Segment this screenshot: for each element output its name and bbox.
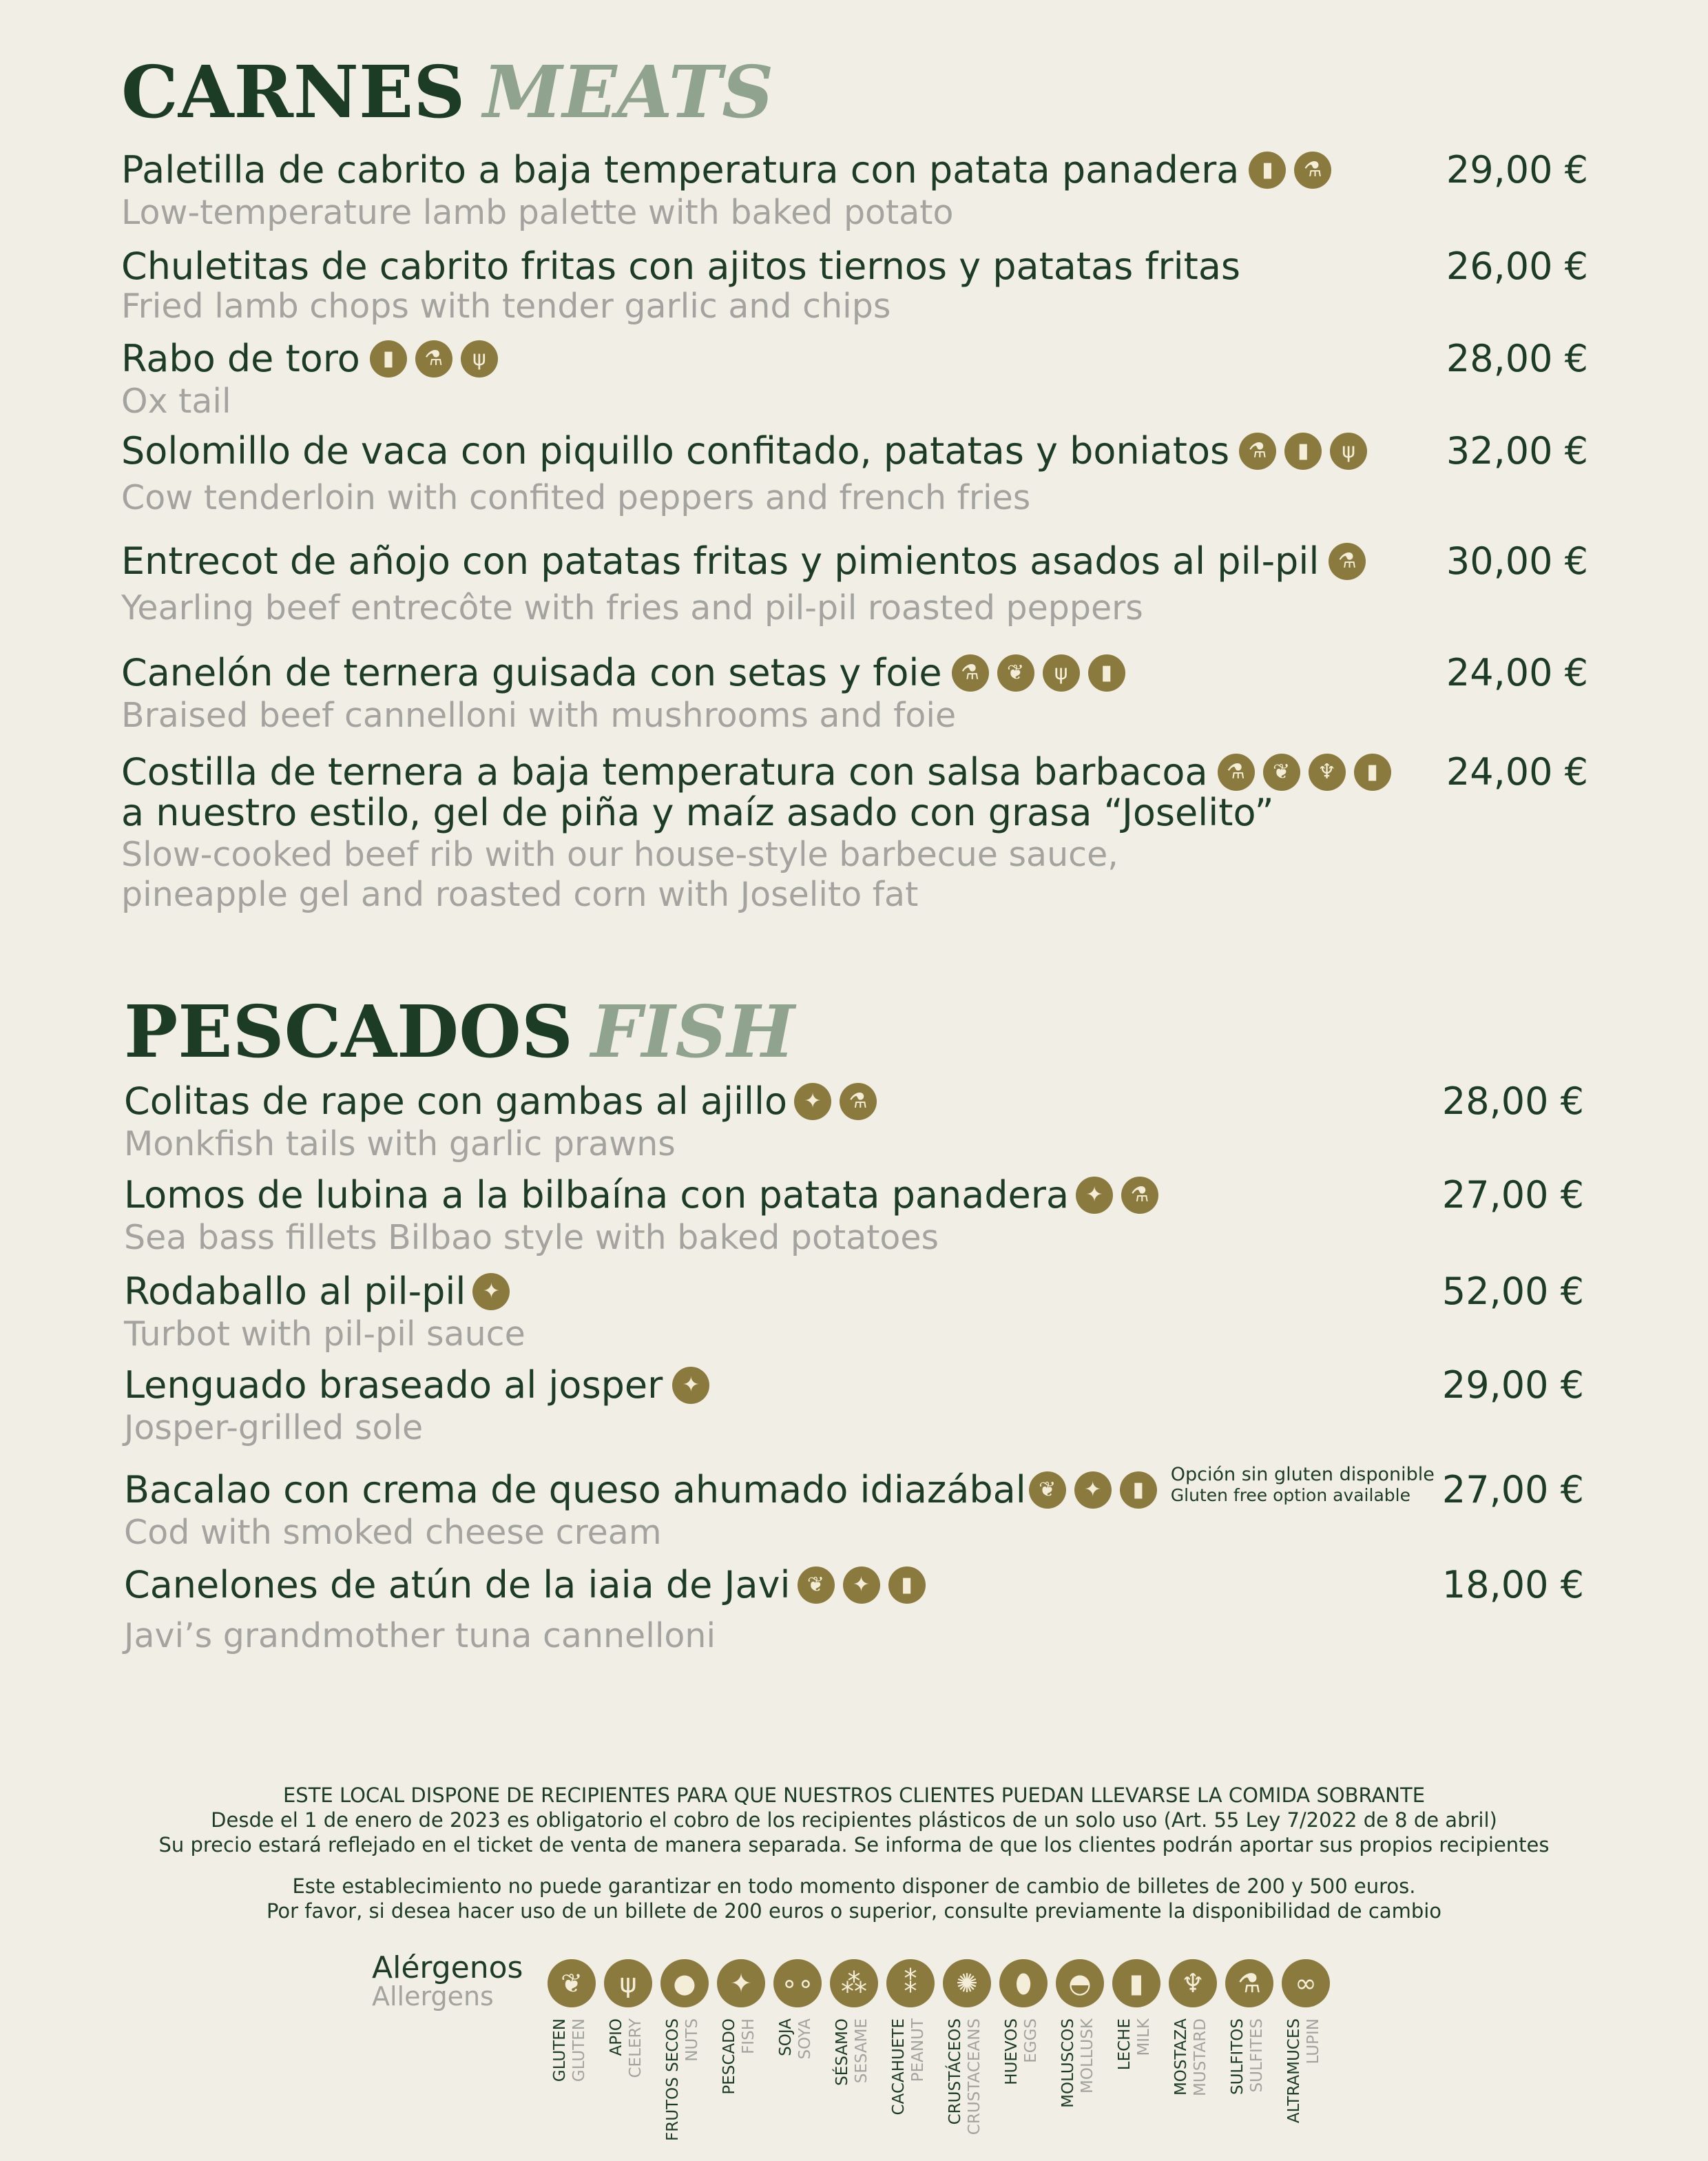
sulfites-icon: ⚗ <box>1239 433 1276 470</box>
lupin-icon: ∞ <box>1282 1959 1330 2007</box>
dish-price: 24,00 € <box>1446 750 1588 794</box>
dish-name: Entrecot de añojo con patatas fritas y pimientos asados al pil-pil <box>121 539 1320 583</box>
dish-name: Canelón de ternera guisada con setas y foie <box>121 651 942 694</box>
gluten-icon: ❦ <box>1029 1471 1066 1509</box>
celery-icon: ψ <box>461 340 498 378</box>
dish-name: Colitas de rape con gambas al ajillo <box>124 1079 788 1123</box>
sulfites-icon: ⚗ <box>1121 1177 1158 1214</box>
dish-name: Bacalao con crema de queso ahumado idiazábal <box>124 1468 1026 1511</box>
dish-name: Paletilla de cabrito a baja temperatura con patata panadera <box>121 148 1240 192</box>
crustaceans-icon: ✺ <box>943 1959 991 2007</box>
menu-item <box>124 1272 1584 1354</box>
menu-item <box>124 1565 1584 1656</box>
dish-price: 27,00 € <box>1441 1468 1584 1511</box>
celery-icon: ψ <box>1330 433 1367 470</box>
dish-price: 28,00 € <box>1441 1079 1584 1123</box>
dish-description: Low-temperature lamb palette with baked potato <box>121 193 954 233</box>
soya-icon: ∘∘ <box>773 1959 822 2007</box>
allergens-title: Alérgenos <box>372 1950 523 1985</box>
fish-icon: ✦ <box>1074 1471 1112 1509</box>
meats-section <box>121 50 1588 915</box>
menu-item <box>124 1175 1584 1258</box>
fish-section <box>124 989 1584 1656</box>
milk-icon: ▮ <box>1354 754 1391 791</box>
milk-icon: ▮ <box>1088 654 1125 692</box>
dish-name: Lenguado braseado al josper <box>124 1363 663 1407</box>
fish-icon: ✦ <box>794 1083 831 1120</box>
fish-icon: ✦ <box>1076 1177 1113 1214</box>
gluten-free-note: Opción sin gluten disponible Gluten free option available <box>1170 1464 1435 1506</box>
dish-price: 29,00 € <box>1441 1363 1584 1407</box>
celery-icon: ψ <box>1043 654 1080 692</box>
dish-price: 29,00 € <box>1446 148 1588 192</box>
mustard-icon: ♆ <box>1169 1959 1217 2007</box>
nuts-icon: ● <box>660 1959 709 2007</box>
dish-name: Canelones de atún de la iaia de Javi <box>124 1563 791 1606</box>
dish-price: 30,00 € <box>1446 539 1588 583</box>
menu-item <box>121 247 1588 327</box>
dish-description: Turbot with pil-pil sauce <box>124 1314 525 1354</box>
legal-notes <box>0 1783 1708 1923</box>
sulfites-icon: ⚗ <box>840 1083 877 1120</box>
mustard-icon: ♆ <box>1309 754 1346 791</box>
dish-name: Lomos de lubina a la bilbaína con patata panadera <box>124 1173 1070 1217</box>
dish-price: 28,00 € <box>1446 337 1588 380</box>
dish-name-continued: a nuestro estilo, gel de piña y maíz asado con grasa “Joselito” <box>121 791 1274 835</box>
note-line: ESTE LOCAL DISPONE DE RECIPIENTES PARA QUE NUESTROS CLIENTES PUEDAN LLEVARSE LA COMIDA SOBRANTE <box>282 1783 1426 1807</box>
dish-price: 32,00 € <box>1446 429 1588 473</box>
fish-icon: ✦ <box>717 1959 765 2007</box>
dish-price: 26,00 € <box>1446 245 1588 288</box>
sulfites-icon: ⚗ <box>415 340 452 378</box>
milk-icon: ▮ <box>1112 1959 1160 2007</box>
menu-item <box>121 431 1588 518</box>
allergens-subtitle: Allergens <box>372 1981 494 2012</box>
menu-item <box>124 1079 1584 1164</box>
menu-item <box>121 150 1588 233</box>
peanut-icon: ⁑ <box>886 1959 935 2007</box>
allergens-legend: Alérgenos Allergens ❦ GLUTEN GLUTEN ψ APIO CELERY ● FRUTOS SECOS NUTS ✦ PESCADO FISH ∘∘ SOJA SOYA ⁂ SÉSAMO SESAME ⁑ CACAHUETE PEANUT ✺ CRUSTÁCEOS CRUSTACEANS ⬮ HUEVOS EGGS ◓ MOLUSCOS MOLLUSK ▮ LECHE MILK ♆ MOSTAZA MUSTARD ⚗ SULFITOS SULFITES ∞ ALTRAMUCES LUPIN <box>372 1954 1350 2153</box>
dish-price: 27,00 € <box>1441 1173 1584 1217</box>
sulfites-icon: ⚗ <box>1225 1959 1273 2007</box>
gluten-icon: ❦ <box>548 1959 596 2007</box>
milk-icon: ▮ <box>370 340 407 378</box>
dish-description: Braised beef cannelloni with mushrooms and foie <box>121 696 957 736</box>
sesame-icon: ⁂ <box>830 1959 878 2007</box>
dish-description: Cow tenderloin with confited peppers and french fries <box>121 478 1031 518</box>
dish-name: Rodaballo al pil-pil <box>124 1270 466 1313</box>
dish-description: Cod with smoked cheese cream <box>124 1513 662 1553</box>
milk-icon: ▮ <box>1284 433 1322 470</box>
milk-icon: ▮ <box>888 1567 926 1604</box>
fish-icon: ✦ <box>672 1367 709 1404</box>
gluten-icon: ❦ <box>798 1567 835 1604</box>
note-line: Desde el 1 de enero de 2023 es obligatorio el cobro de los recipientes plásticos de un solo uso (Art. 55 Ley 7/2022 de 8 de abril) <box>211 1808 1497 1832</box>
menu-item <box>124 1365 1584 1448</box>
sulfites-icon: ⚗ <box>952 654 989 692</box>
gluten-icon: ❦ <box>997 654 1034 692</box>
fish-icon: ✦ <box>843 1567 880 1604</box>
dish-description: Javi’s grandmother tuna cannelloni <box>124 1616 716 1656</box>
dish-name: Solomillo de vaca con piquillo confitado, patatas y boniatos <box>121 429 1230 473</box>
note-line: Su precio estará reflejado en el ticket de venta de manera separada. Se informa de que los clientes podrán aportar sus propios recipientes <box>158 1833 1550 1857</box>
dish-description: Yearling beef entrecôte with fries and pil-pil roasted peppers <box>121 588 1143 628</box>
dish-name: Chuletitas de cabrito fritas con ajitos tiernos y patatas fritas <box>121 245 1241 288</box>
sulfites-icon: ⚗ <box>1329 543 1366 580</box>
dish-description: Monkfish tails with garlic prawns <box>124 1124 676 1164</box>
dish-description: Ox tail <box>121 382 231 422</box>
dish-price: 18,00 € <box>1441 1563 1584 1606</box>
dish-description: Sea bass fillets Bilbao style with baked potatoes <box>124 1218 939 1258</box>
meats-title: CARNES MEATS <box>121 50 774 134</box>
menu-item <box>121 752 1588 915</box>
dish-description-continued: pineapple gel and roasted corn with Joselito fat <box>121 875 919 915</box>
menu-item <box>121 653 1588 736</box>
menu-item <box>121 541 1588 628</box>
dish-name: Rabo de toro <box>121 337 360 380</box>
eggs-icon: ⬮ <box>999 1959 1048 2007</box>
dish-description: Josper-grilled sole <box>124 1408 424 1448</box>
sulfites-icon: ⚗ <box>1218 754 1255 791</box>
dish-price: 52,00 € <box>1441 1270 1584 1313</box>
dish-description: Fried lamb chops with tender garlic and chips <box>121 287 891 326</box>
milk-icon: ▮ <box>1249 152 1286 189</box>
fish-icon: ✦ <box>472 1273 510 1310</box>
dish-name: Costilla de ternera a baja temperatura con salsa barbacoa <box>121 750 1208 794</box>
celery-icon: ψ <box>604 1959 652 2007</box>
dish-description: Slow-cooked beef rib with our house-style barbecue sauce, <box>121 835 1118 875</box>
milk-icon: ▮ <box>1120 1471 1157 1509</box>
dish-price: 24,00 € <box>1446 651 1588 694</box>
sulfites-icon: ⚗ <box>1294 152 1331 189</box>
note-line: Por favor, si desea hacer uso de un billete de 200 euros o superior, consulte previamente la disponibilidad de cambio <box>266 1899 1442 1923</box>
fish-title: PESCADOS FISH <box>124 989 795 1074</box>
menu-item <box>121 339 1588 422</box>
menu-item <box>124 1464 1584 1553</box>
note-line: Este establecimiento no puede garantizar en todo momento disponer de cambio de billetes de 200 y 500 euros. <box>292 1874 1416 1898</box>
mollusk-icon: ◓ <box>1056 1959 1104 2007</box>
gluten-icon: ❦ <box>1263 754 1300 791</box>
